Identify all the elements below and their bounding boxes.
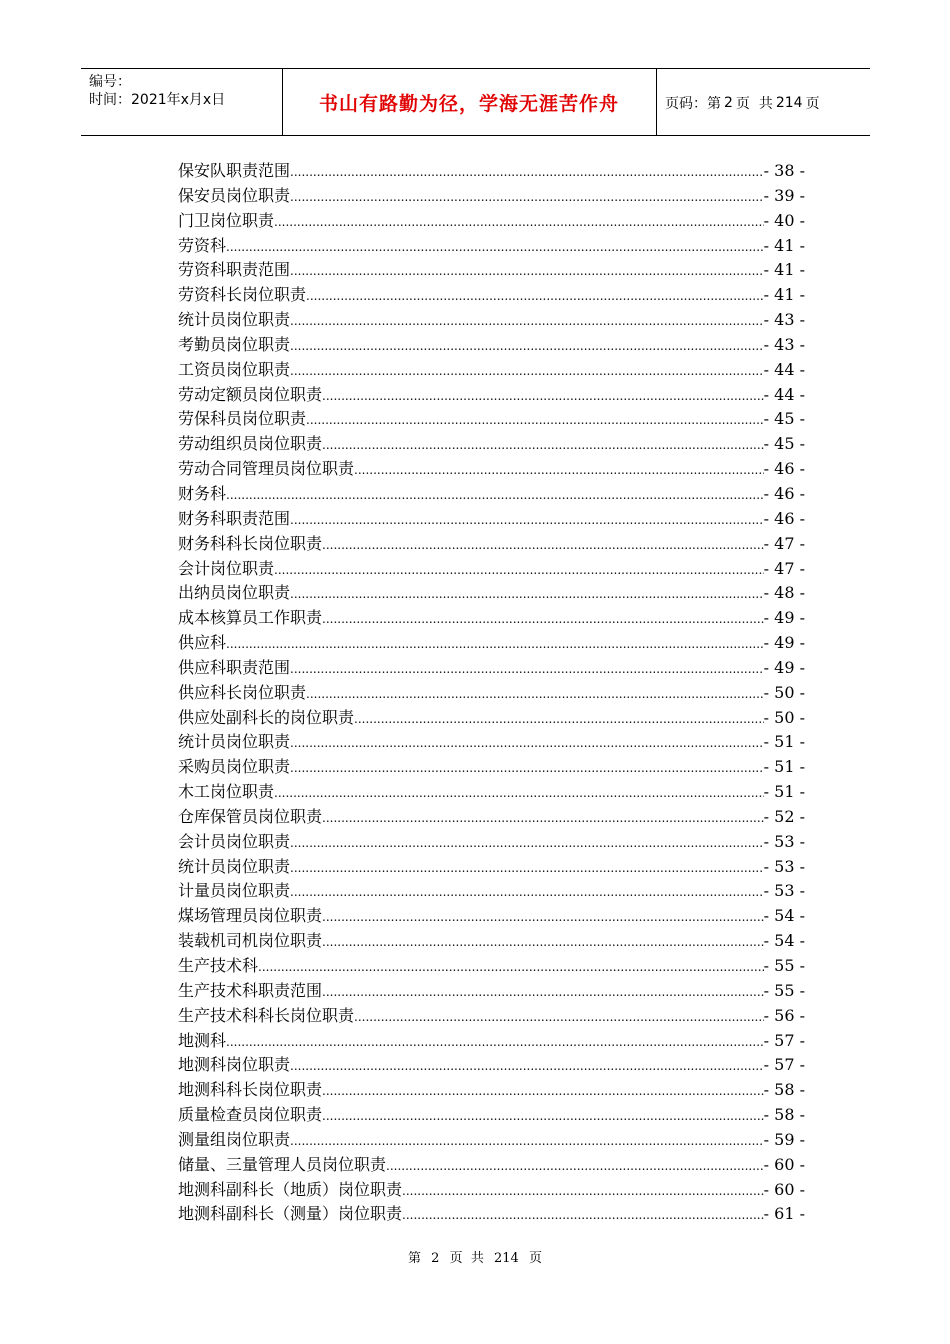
toc-entry[interactable] xyxy=(178,382,805,407)
toc-entry-page: - 58 - xyxy=(763,1105,805,1125)
toc-dot-leader xyxy=(290,513,764,527)
toc-entry-title: 地测科 xyxy=(178,1030,227,1050)
toc-dot-leader xyxy=(226,488,764,502)
header-divider-right xyxy=(656,69,657,136)
toc-entry-page: - 52 - xyxy=(763,806,805,826)
toc-dot-leader xyxy=(290,364,764,378)
toc-entry-title: 财务科职责范围 xyxy=(178,508,291,528)
toc-entry-page: - 47 - xyxy=(763,558,805,578)
toc-entry-page: - 39 - xyxy=(763,185,805,205)
footer-current: 2 xyxy=(431,1251,440,1266)
toc-entry-title: 成本核算员工作职责 xyxy=(178,608,323,628)
footer-prefix: 第 xyxy=(408,1251,422,1266)
toc-entry-title: 保安队职责范围 xyxy=(178,161,291,180)
toc-entry[interactable] xyxy=(178,630,805,655)
toc-dot-leader xyxy=(290,861,764,875)
toc-entry[interactable] xyxy=(178,903,805,928)
toc-entry-page: - 49 - xyxy=(763,608,805,628)
toc-entry[interactable] xyxy=(178,307,805,332)
toc-entry[interactable] xyxy=(178,556,805,581)
toc-entry-page: - 49 - xyxy=(763,657,805,677)
toc-entry-title: 采购员岗位职责 xyxy=(178,757,291,777)
toc-entry-title: 会计员岗位职责 xyxy=(178,831,291,851)
toc-entry[interactable] xyxy=(178,531,805,556)
toc-dot-leader xyxy=(322,935,764,949)
toc-entry-page: - 46 - xyxy=(763,459,805,479)
toc-entry-title: 工资员岗位职责 xyxy=(178,359,291,379)
toc-dot-leader xyxy=(402,1184,764,1198)
toc-entry-page: - 57 - xyxy=(763,1055,805,1075)
toc-entry[interactable] xyxy=(178,953,805,978)
toc-entry[interactable] xyxy=(178,183,805,208)
toc-entry-title: 劳资科 xyxy=(178,235,227,255)
toc-entry-page: - 50 - xyxy=(763,682,805,702)
toc-dot-leader xyxy=(322,538,764,552)
toc-dot-leader xyxy=(290,1134,764,1148)
toc-entry-title: 生产技术科 xyxy=(178,956,259,975)
header-page-current: 2 xyxy=(724,94,733,111)
toc-entry-page: - 44 - xyxy=(763,359,805,379)
toc-entry-page: - 48 - xyxy=(763,583,805,603)
toc-dot-leader xyxy=(290,662,764,676)
toc-dot-leader xyxy=(290,736,764,750)
toc-entry-page: - 53 - xyxy=(763,831,805,851)
toc-entry-page: - 43 - xyxy=(763,334,805,354)
toc-entry-page: - 43 - xyxy=(763,310,805,330)
toc-entry-page: - 46 - xyxy=(763,483,805,503)
toc-entry-title: 劳动定额员岗位职责 xyxy=(178,384,323,404)
toc-entry-title: 装载机司机岗位职责 xyxy=(178,931,323,951)
toc-dot-leader xyxy=(354,1010,764,1024)
toc-dot-leader xyxy=(322,1109,764,1123)
toc-entry-title: 保安员岗位职责 xyxy=(178,185,291,205)
toc-dot-leader xyxy=(306,289,764,303)
toc-entry-title: 地测科科长岗位职责 xyxy=(178,1080,323,1100)
toc-entry[interactable] xyxy=(178,605,805,630)
toc-entry-page: - 60 - xyxy=(763,1154,805,1174)
toc-entry-page: - 59 - xyxy=(763,1129,805,1149)
toc-entry[interactable] xyxy=(178,854,805,879)
toc-entry-title: 供应科职责范围 xyxy=(178,657,291,677)
header-meta xyxy=(89,73,225,109)
toc-entry-title: 煤场管理员岗位职责 xyxy=(178,906,323,926)
toc-entry-title: 供应科 xyxy=(178,633,227,653)
toc-dot-leader xyxy=(226,240,764,254)
toc-entry-title: 劳资科长岗位职责 xyxy=(178,285,307,305)
toc-entry-page: - 57 - xyxy=(763,1030,805,1050)
toc-entry[interactable] xyxy=(178,1052,805,1077)
toc-entry-title: 储量、三量管理人员岗位职责 xyxy=(178,1154,387,1174)
toc-entry-page: - 46 - xyxy=(763,508,805,528)
header-page-mid: 页 共 xyxy=(735,95,773,112)
toc-dot-leader xyxy=(386,1159,764,1173)
toc-dot-leader xyxy=(274,786,764,800)
toc-dot-leader xyxy=(290,836,764,850)
toc-entry[interactable] xyxy=(178,158,805,183)
toc-entry[interactable] xyxy=(178,729,805,754)
toc-entry-title: 劳动合同管理员岗位职责 xyxy=(178,459,355,479)
toc-entry[interactable] xyxy=(178,1102,805,1127)
toc-dot-leader xyxy=(306,687,764,701)
toc-entry-page: - 38 - xyxy=(763,161,805,180)
header-page-total: 214 xyxy=(775,94,803,111)
toc-entry-page: - 55 - xyxy=(763,980,805,1000)
footer-total: 214 xyxy=(494,1251,519,1266)
toc-entry[interactable] xyxy=(178,1077,805,1102)
toc-entry[interactable] xyxy=(178,1152,805,1177)
toc-entry[interactable] xyxy=(178,779,805,804)
toc-entry-title: 生产技术科职责范围 xyxy=(178,980,323,1000)
toc-entry[interactable] xyxy=(178,233,805,258)
toc-entry-page: - 40 - xyxy=(763,210,805,230)
toc-entry-title: 出纳员岗位职责 xyxy=(178,583,291,603)
toc-dot-leader xyxy=(290,190,764,204)
toc-dot-leader xyxy=(354,712,764,726)
toc-dot-leader xyxy=(274,215,764,229)
page-header xyxy=(81,68,870,136)
toc-entry-title: 统计员岗位职责 xyxy=(178,732,291,752)
toc-dot-leader xyxy=(354,463,764,477)
toc-entry-title: 劳保科员岗位职责 xyxy=(178,409,307,429)
toc-entry[interactable] xyxy=(178,878,805,903)
toc-dot-leader xyxy=(290,761,764,775)
toc-dot-leader xyxy=(290,339,764,353)
page-footer xyxy=(0,1247,950,1266)
toc-entry-title: 测量组岗位职责 xyxy=(178,1129,291,1149)
toc-dot-leader xyxy=(322,985,764,999)
footer-suffix: 页 xyxy=(528,1251,542,1266)
toc-entry-page: - 51 - xyxy=(763,782,805,802)
footer-mid: 页 共 xyxy=(449,1251,484,1266)
toc-entry-page: - 55 - xyxy=(763,956,805,975)
toc-entry-page: - 58 - xyxy=(763,1080,805,1100)
toc-entry-page: - 53 - xyxy=(763,856,805,876)
toc-dot-leader xyxy=(322,438,764,452)
toc-entry-page: - 50 - xyxy=(763,707,805,727)
toc-dot-leader xyxy=(290,264,764,278)
toc-dot-leader xyxy=(322,389,764,403)
toc-entry[interactable] xyxy=(178,456,805,481)
toc-dot-leader xyxy=(258,960,764,974)
toc-entry-title: 供应处副科长的岗位职责 xyxy=(178,707,355,727)
toc-entry-title: 财务科 xyxy=(178,483,227,503)
toc-entry[interactable] xyxy=(178,1127,805,1152)
toc-entry-page: - 53 - xyxy=(763,881,805,901)
header-page-prefix: 页码：第 xyxy=(665,95,721,112)
toc-entry-title: 地测科副科长（地质）岗位职责 xyxy=(178,1179,403,1199)
toc-entry[interactable] xyxy=(178,332,805,357)
toc-entry-title: 计量员岗位职责 xyxy=(178,881,291,901)
toc-dot-leader xyxy=(290,587,764,601)
toc-dot-leader xyxy=(322,811,764,825)
toc-dot-leader xyxy=(322,910,764,924)
toc-dot-leader xyxy=(274,563,764,577)
toc-entry-page: - 45 - xyxy=(763,434,805,454)
toc-entry[interactable] xyxy=(178,208,805,233)
toc-entry[interactable] xyxy=(178,481,805,506)
toc-entry-page: - 45 - xyxy=(763,409,805,429)
toc-entry[interactable] xyxy=(178,406,805,431)
toc-dot-leader xyxy=(322,612,764,626)
toc-entry-page: - 61 - xyxy=(763,1204,805,1224)
toc-entry-title: 统计员岗位职责 xyxy=(178,856,291,876)
toc-entry[interactable] xyxy=(178,580,805,605)
toc-entry[interactable] xyxy=(178,705,805,730)
toc-dot-leader xyxy=(226,637,764,651)
toc-entry-title: 地测科副科长（测量）岗位职责 xyxy=(178,1204,403,1224)
toc-entry[interactable] xyxy=(178,928,805,953)
toc-entry[interactable] xyxy=(178,829,805,854)
toc-entry-title: 供应科长岗位职责 xyxy=(178,682,307,702)
toc-entry-page: - 47 - xyxy=(763,533,805,553)
document-code-label: 编号： xyxy=(89,74,131,90)
toc-entry-title: 质量检查员岗位职责 xyxy=(178,1105,323,1125)
toc-entry[interactable] xyxy=(178,655,805,680)
toc-entry[interactable] xyxy=(178,978,805,1003)
toc-entry-page: - 44 - xyxy=(763,384,805,404)
header-motto: 书山有路勤为径，学海无涯苦作舟 xyxy=(318,93,619,115)
toc-dot-leader xyxy=(402,1208,764,1222)
toc-entry-title: 生产技术科科长岗位职责 xyxy=(178,1005,355,1025)
toc-entry-page: - 41 - xyxy=(763,260,805,280)
toc-entry[interactable] xyxy=(178,680,805,705)
toc-entry-title: 劳资科职责范围 xyxy=(178,260,291,280)
toc-dot-leader xyxy=(290,1059,764,1073)
toc-entry-page: - 51 - xyxy=(763,732,805,752)
document-time-label: 时间：2021年x月x日 xyxy=(89,92,226,108)
toc-dot-leader xyxy=(290,885,764,899)
toc-entry-title: 统计员岗位职责 xyxy=(178,310,291,330)
toc-dot-leader xyxy=(226,1035,764,1049)
toc-entry-page: - 51 - xyxy=(763,757,805,777)
toc-entry[interactable] xyxy=(178,257,805,282)
toc-entry-title: 木工岗位职责 xyxy=(178,782,275,802)
toc-entry-title: 财务科科长岗位职责 xyxy=(178,533,323,553)
toc-entry-title: 会计岗位职责 xyxy=(178,558,275,578)
toc-entry-page: - 60 - xyxy=(763,1179,805,1199)
header-page-suffix: 页 xyxy=(805,95,820,112)
toc-entry-page: - 41 - xyxy=(763,235,805,255)
toc-entry-title: 劳动组织员岗位职责 xyxy=(178,434,323,454)
toc-entry[interactable] xyxy=(178,1028,805,1053)
toc-entry[interactable] xyxy=(178,754,805,779)
toc-entry-page: - 54 - xyxy=(763,931,805,951)
toc-entry-title: 考勤员岗位职责 xyxy=(178,334,291,354)
toc-entry[interactable] xyxy=(178,506,805,531)
toc-entry[interactable] xyxy=(178,357,805,382)
toc-entry[interactable] xyxy=(178,431,805,456)
toc-entry[interactable] xyxy=(178,1201,805,1226)
toc-dot-leader xyxy=(306,413,764,427)
toc-entry-page: - 49 - xyxy=(763,633,805,653)
toc-entry-title: 门卫岗位职责 xyxy=(178,210,275,230)
toc-entry[interactable] xyxy=(178,282,805,307)
toc-entry-page: - 41 - xyxy=(763,285,805,305)
toc-entry-page: - 56 - xyxy=(763,1005,805,1025)
toc-entry-title: 仓库保管员岗位职责 xyxy=(178,806,323,826)
toc-entry[interactable] xyxy=(178,804,805,829)
toc-entry-page: - 54 - xyxy=(763,906,805,926)
toc-dot-leader xyxy=(322,1084,764,1098)
toc-dot-leader xyxy=(290,165,764,179)
table-of-contents xyxy=(178,158,805,1226)
header-page-info xyxy=(665,69,820,136)
toc-entry-title: 地测科岗位职责 xyxy=(178,1055,291,1075)
toc-entry[interactable] xyxy=(178,1003,805,1028)
toc-entry[interactable] xyxy=(178,1177,805,1202)
toc-dot-leader xyxy=(290,314,764,328)
